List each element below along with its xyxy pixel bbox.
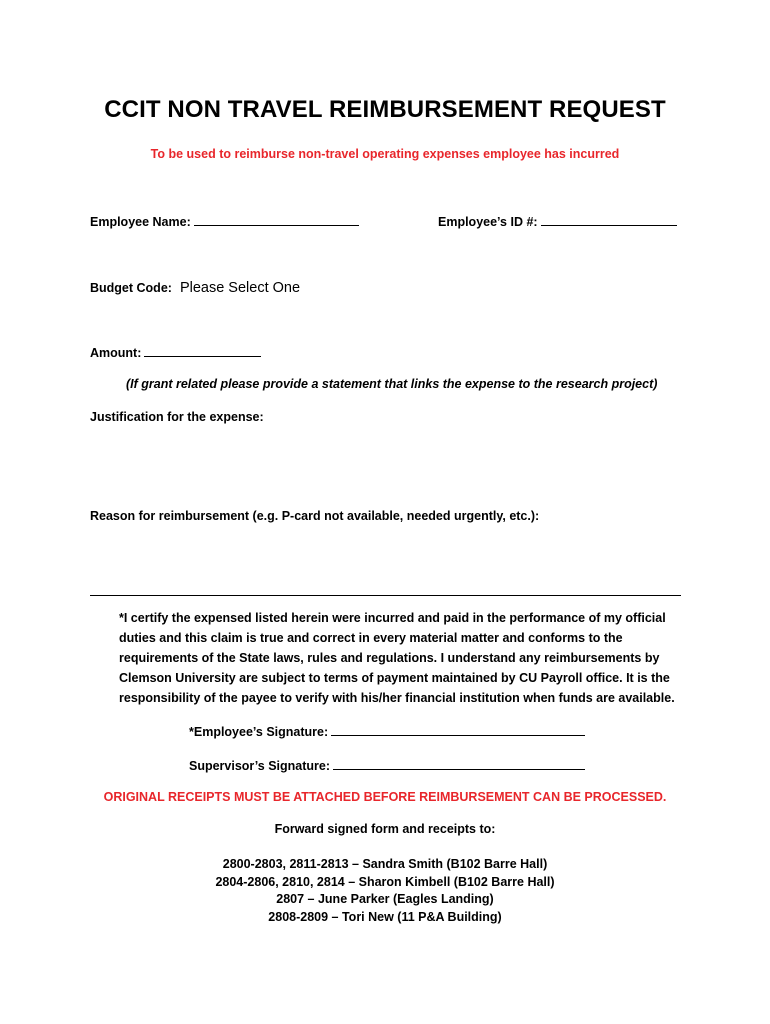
employee-id-field[interactable]	[541, 213, 677, 226]
form-title: CCIT NON TRAVEL REIMBURSEMENT REQUEST	[104, 96, 666, 123]
justification-field[interactable]	[90, 430, 680, 500]
reason-field[interactable]	[90, 530, 680, 588]
supervisor-signature-field[interactable]	[333, 757, 585, 770]
supervisor-signature-row	[189, 757, 585, 773]
certification-line: duties and this claim is true and correct in every material matter and conforms to the	[119, 631, 623, 645]
budget-code-label: Budget Code:	[90, 281, 172, 295]
budget-code-row	[90, 279, 304, 297]
recipient-item: 2808-2809 – Tori New (11 P&A Building)	[268, 909, 502, 924]
certification-line: requirements of the State laws, rules and regulations. I understand any reimbursements by	[119, 651, 660, 665]
certification-line: Clemson University are subject to terms of payment maintained by CU Payroll office. It is the	[119, 671, 670, 685]
employee-name-label: Employee Name:	[90, 215, 191, 229]
certification-statement	[119, 608, 679, 708]
employee-signature-row	[189, 723, 585, 739]
section-divider	[90, 595, 681, 596]
amount-field[interactable]	[144, 344, 261, 357]
employee-name-row	[90, 213, 359, 229]
employee-id-label: Employee’s ID #:	[438, 215, 538, 229]
employee-id-row	[438, 213, 677, 229]
recipients-list	[0, 856, 770, 926]
amount-label: Amount:	[90, 346, 142, 360]
form-subtitle: To be used to reimburse non-travel operating expenses employee has incurred	[150, 147, 620, 161]
grant-note: (If grant related please provide a statement that links the expense to the research project)	[126, 377, 658, 391]
certification-line: *I certify the expensed listed herein were incurred and paid in the performance of my official	[119, 611, 666, 625]
reason-label: Reason for reimbursement (e.g. P-card not available, needed urgently, etc.):	[90, 509, 540, 523]
recipient-item: 2804-2806, 2810, 2814 – Sharon Kimbell (B102 Barre Hall)	[215, 874, 555, 889]
supervisor-signature-label: Supervisor’s Signature:	[189, 759, 331, 773]
receipts-notice: ORIGINAL RECEIPTS MUST BE ATTACHED BEFORE REIMBURSEMENT CAN BE PROCESSED.	[103, 790, 667, 804]
employee-name-field[interactable]	[194, 213, 359, 226]
recipient-item: 2800-2803, 2811-2813 – Sandra Smith (B102 Barre Hall)	[222, 857, 548, 871]
employee-signature-label: *Employee’s Signature:	[189, 725, 329, 739]
forward-label: Forward signed form and receipts to:	[274, 822, 496, 836]
amount-row	[90, 344, 261, 360]
recipient-item: 2807 – June Parker (Eagles Landing)	[276, 892, 494, 906]
justification-label: Justification for the expense:	[90, 410, 264, 424]
employee-signature-field[interactable]	[331, 723, 585, 736]
certification-line: responsibility of the payee to verify with his/her financial institution when funds are available.	[119, 691, 675, 705]
budget-code-select[interactable]: Please Select One	[179, 280, 301, 296]
